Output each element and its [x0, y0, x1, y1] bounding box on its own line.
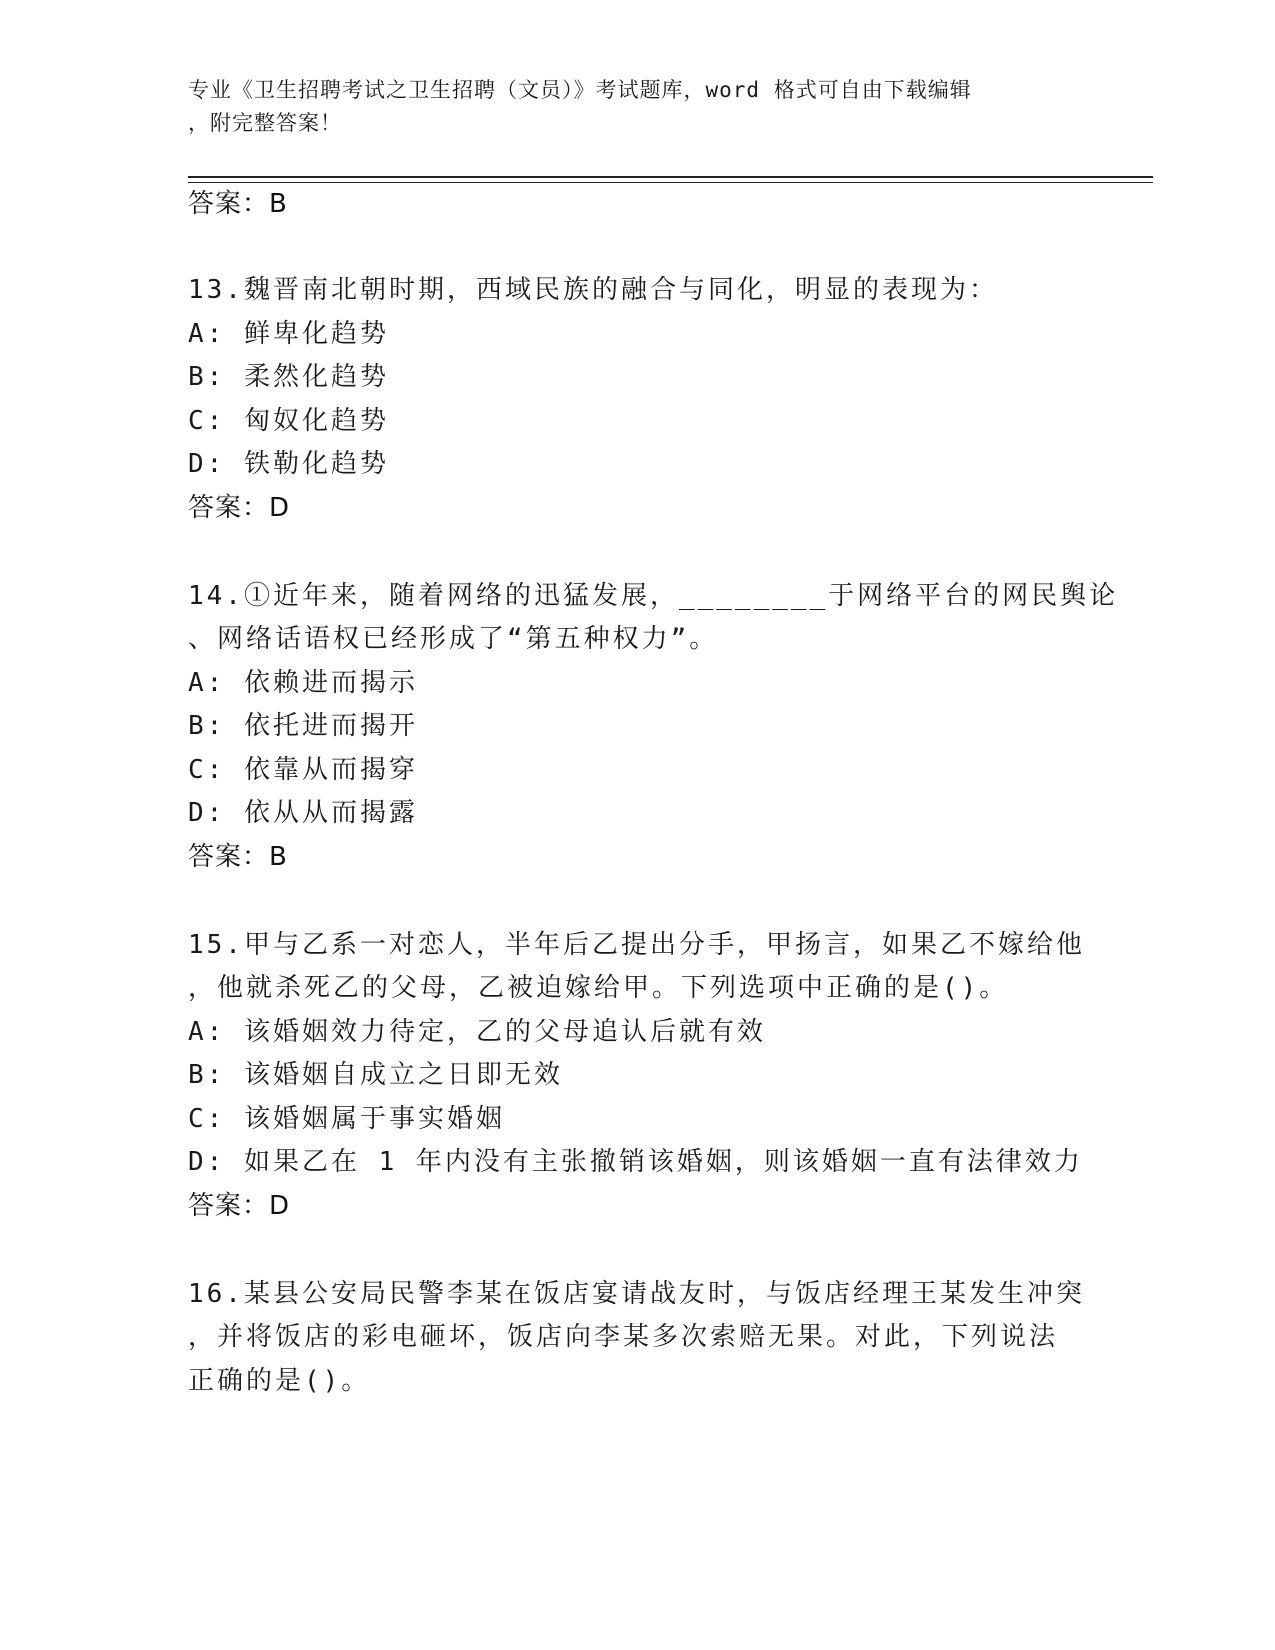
answer-14: 答案：B [188, 842, 288, 872]
question-15-option-c: C: 该婚姻属于事实婚姻 [188, 1104, 505, 1134]
question-16-stem-line-1: 16.某县公安局民警李某在饭店宴请战友时，与饭店经理王某发生冲突 [188, 1279, 1085, 1309]
question-15-stem-line-1: 15.甲与乙系一对恋人，半年后乙提出分手，甲扬言，如果乙不嫁给他 [188, 930, 1085, 960]
question-13-option-a: A: 鲜卑化趋势 [188, 319, 389, 349]
header-line-1: 专业《卫生招聘考试之卫生招聘（文员）》考试题库，word 格式可自由下载编辑 [188, 78, 972, 102]
question-13-option-d: D: 铁勒化趋势 [188, 449, 389, 479]
document-header [188, 74, 1068, 140]
question-14-option-c: C: 依靠从而揭穿 [188, 755, 418, 785]
answer-15: 答案：D [188, 1191, 291, 1221]
question-13-stem: 13.魏晋南北朝时期，西域民族的融合与同化，明显的表现为： [188, 275, 998, 305]
answer-13: 答案：D [188, 493, 291, 523]
question-13-option-b: B: 柔然化趋势 [188, 362, 389, 392]
question-15-option-d: D: 如果乙在 1 年内没有主张撤销该婚姻，则该婚姻一直有法律效力 [188, 1147, 1083, 1177]
header-divider-thin [188, 182, 1153, 183]
question-14-stem-line-1: 14.①近年来，随着网络的迅猛发展，________于网络平台的网民舆论 [188, 581, 1119, 611]
question-14-option-d: D: 依从从而揭露 [188, 798, 418, 828]
header-divider-thick [188, 176, 1153, 178]
question-14-stem-line-2: 、网络话语权已经形成了“第五种权力”。 [188, 624, 719, 654]
answer-12: 答案：B [188, 189, 288, 219]
question-15-option-b: B: 该婚姻自成立之日即无效 [188, 1060, 563, 1090]
question-14-option-a: A: 依赖进而揭示 [188, 668, 418, 698]
question-16-stem-line-3: 正确的是()。 [188, 1366, 371, 1396]
question-15-option-a: A: 该婚姻效力待定，乙的父母追认后就有效 [188, 1017, 766, 1047]
question-16-stem-line-2: ，并将饭店的彩电砸坏，饭店向李某多次索赔无果。对此，下列说法 [188, 1322, 1059, 1352]
question-13-option-c: C: 匈奴化趋势 [188, 406, 389, 436]
header-line-2: ，附完整答案！ [188, 111, 342, 135]
question-14-option-b: B: 依托进而揭开 [188, 711, 418, 741]
question-15-stem-line-2: ，他就杀死乙的父母，乙被迫嫁给甲。下列选项中正确的是()。 [188, 973, 1009, 1003]
